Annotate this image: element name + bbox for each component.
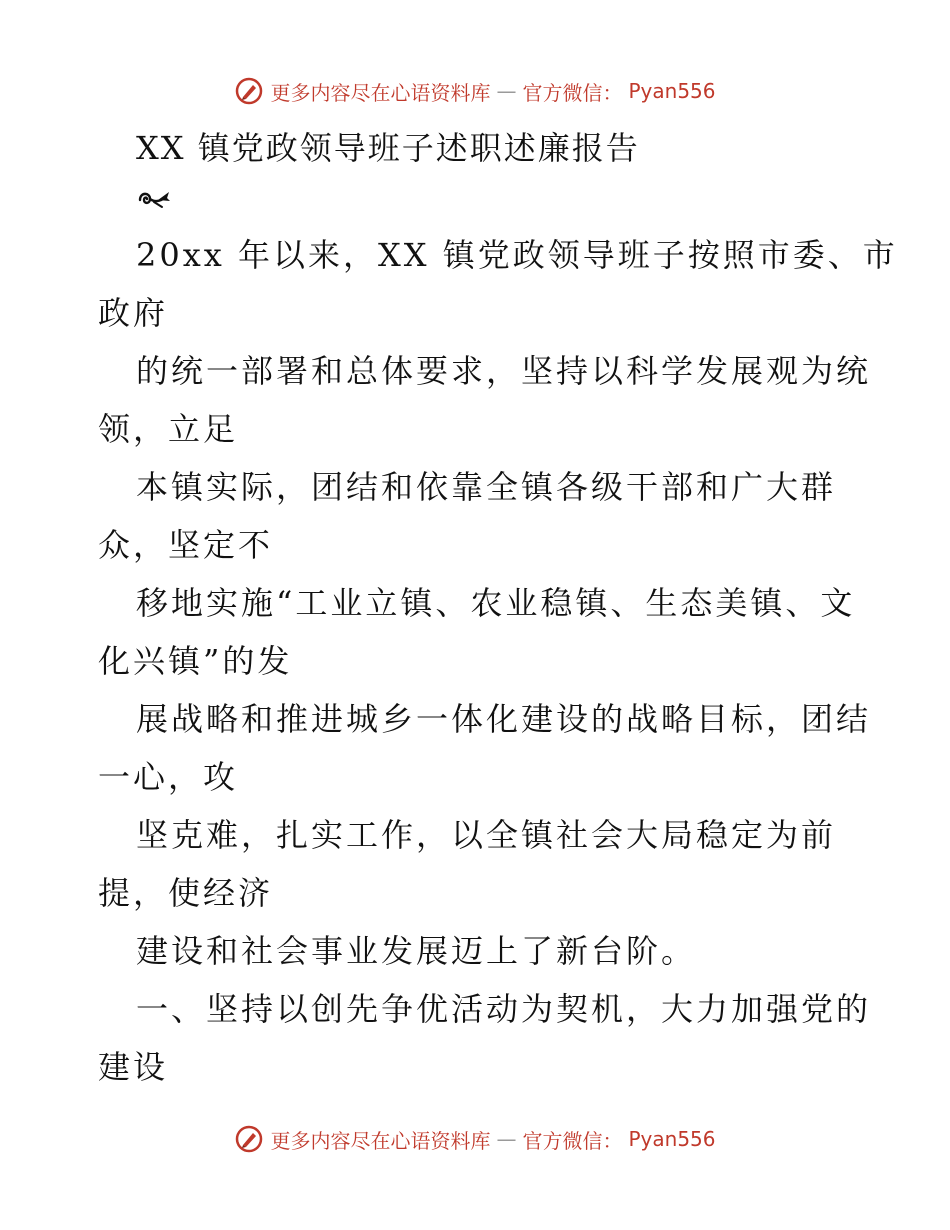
pen-logo-icon [234,1124,264,1154]
paragraph-line: 一心，攻 [98,758,239,796]
watermark-account-id: Pyan556 [628,79,716,103]
paragraph-line: 本镇实际，团结和依靠全镇各级干部和广大群 [136,468,837,506]
paragraph-4 [98,574,858,690]
watermark-separator: — [496,1127,517,1151]
watermark-footer [0,1122,950,1156]
paragraph-line: 政府 [98,294,169,332]
paragraph-line: 领，立足 [98,410,239,448]
paragraph-line: 提，使经济 [98,874,274,912]
ornament-row [98,172,858,226]
document-body [98,124,898,1096]
paragraph-line: 众，坚定不 [98,526,274,564]
paragraph-line: 移地实施“工业立镇、农业稳镇、生态美镇、文 [136,584,856,622]
paragraph-line: 20xx 年以来，XX 镇党政领导班子按照市委、市 [136,236,898,274]
watermark-header [0,74,950,108]
paragraph-2 [98,342,872,458]
paragraph-1 [98,226,898,342]
watermark-brand-text: 更多内容尽在心语资料库 [270,80,491,105]
paragraph-line: 展战略和推进城乡一体化建设的战略目标，团结 [136,700,872,738]
paragraph-line: 建设和社会事业发展迈上了新台阶。 [136,932,697,970]
watermark-account-label: 官方微信： [522,80,623,105]
watermark-brand-text: 更多内容尽在心语资料库 [270,1128,491,1153]
paragraph-line: 一、坚持以创先争优活动为契机，大力加强党的 [136,990,872,1028]
paragraph-line: 建设 [98,1048,169,1086]
paragraph-line: 坚克难，扎实工作，以全镇社会大局稳定为前 [136,816,837,854]
watermark-account-label: 官方微信： [522,1128,623,1153]
document-title: XX 镇党政领导班子述职述廉报告 [136,129,640,167]
paragraph-7 [98,922,858,980]
paragraph-line: 化兴镇”的发 [98,642,293,680]
fleuron-icon [136,188,172,210]
paragraph-line: 的统一部署和总体要求，坚持以科学发展观为统 [136,352,872,390]
paragraph-5 [98,690,872,806]
paragraph-6 [98,806,858,922]
section-heading-1 [98,980,872,1096]
watermark-separator: — [496,79,517,103]
watermark-account-id: Pyan556 [628,1127,716,1151]
paragraph-3 [98,458,858,574]
pen-logo-icon [234,76,264,106]
